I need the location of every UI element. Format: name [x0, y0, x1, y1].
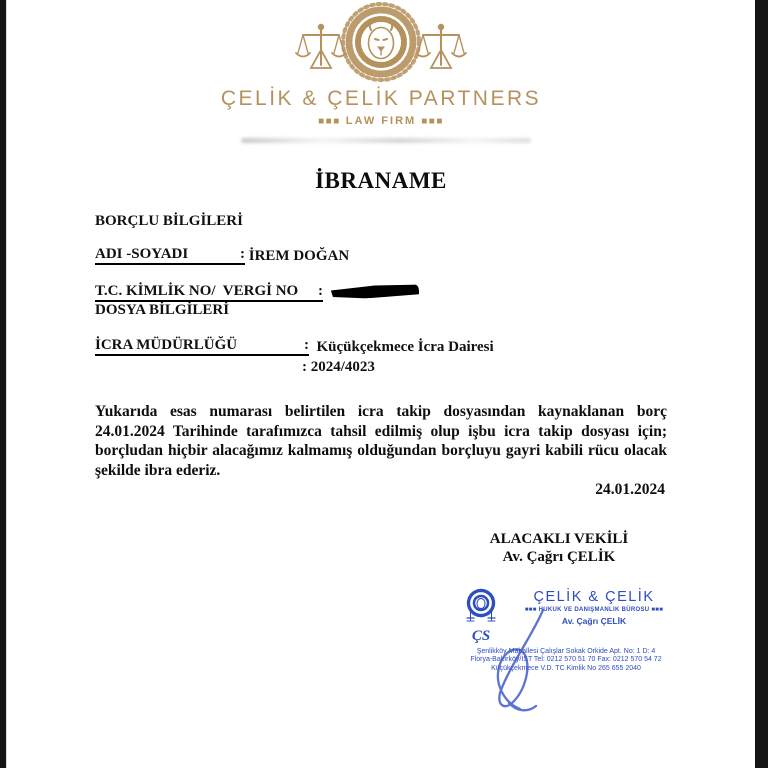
- release-paragraph-text: Yukarıda esas numarası belirtilen icra takip dosyasından kaynaklanan borç 24.01.2024 Tarihinde tarafımızca tahsil edilmiş olup işbu icra takip dosyası için; borçludan hiçbir alacağımız kalmamış olduğundan borçluyu gayri kabili rücu olacak şekilde ibra ederiz.: [95, 403, 667, 479]
- field-office-label-underlined: İCRA MÜDÜRLÜĞÜ :: [95, 337, 309, 356]
- decor-squares-left: ■■■: [318, 116, 341, 127]
- redacted-id-value: [331, 283, 419, 300]
- stamp-address-line-1: Şenlikköy Mahallesi Çalışlar Sokak Orkide Apt. No: 1 D: 4: [476, 648, 656, 655]
- law-firm-header: [7, 2, 755, 127]
- creditor-attorney-block: [447, 530, 671, 566]
- stamp-address-line-3: Küçükçekmece V.D. TC Kimlik No 265 655 2040: [491, 664, 641, 672]
- field-name: [95, 246, 349, 265]
- stamp-attorney-name: Av. Çağrı ÇELİK: [561, 616, 627, 626]
- document-date: 24.01.2024: [595, 481, 665, 498]
- attorney-name: Av. Çağrı ÇELİK: [502, 549, 616, 565]
- lion-and-scales-logo-icon: [293, 2, 469, 84]
- firm-type-label: LAW FIRM: [345, 115, 417, 127]
- field-name-value: İREM DOĞAN: [245, 248, 350, 264]
- field-file-number: : 2024/4023: [302, 359, 375, 375]
- handwritten-signature: [479, 606, 565, 718]
- field-office-value: Küçükçekmece İcra Dairesi: [309, 339, 494, 355]
- field-id-no: [95, 283, 419, 302]
- stamp-monogram: ÇS: [471, 628, 491, 644]
- document-title: İBRANAME: [315, 168, 447, 193]
- debtor-section-heading: BORÇLU BİLGİLERİ: [95, 213, 243, 229]
- stamp-tagline: ■■■ HUKUK VE DANIŞMANLIK BÜROSU ■■■: [524, 607, 664, 613]
- release-paragraph: [95, 402, 667, 500]
- field-name-label-underlined: ADI -SOYADI :: [95, 246, 245, 265]
- field-enforcement-office: [95, 337, 494, 356]
- decor-squares-right: ■■■: [421, 116, 444, 127]
- file-section-heading: DOSYA BİLGİLERİ: [95, 302, 230, 318]
- firm-type-row: [7, 115, 755, 127]
- stamp-address-line-2: Florya-Bakırköy/İST Tel: 0212 570 51 70 Fax: 0212 570 54 72: [470, 656, 662, 664]
- blurred-redacted-line: [241, 138, 531, 143]
- attorney-role: ALACAKLI VEKİLİ: [489, 531, 629, 547]
- firm-name: ÇELİK & ÇELİK PARTNERS: [220, 87, 542, 110]
- stamp-firm-name: ÇELİK & ÇELİK: [533, 589, 655, 605]
- field-id-label-underlined: T.C. KİMLİK NO/ VERGİ NO :: [95, 283, 323, 302]
- document-page: [6, 0, 755, 768]
